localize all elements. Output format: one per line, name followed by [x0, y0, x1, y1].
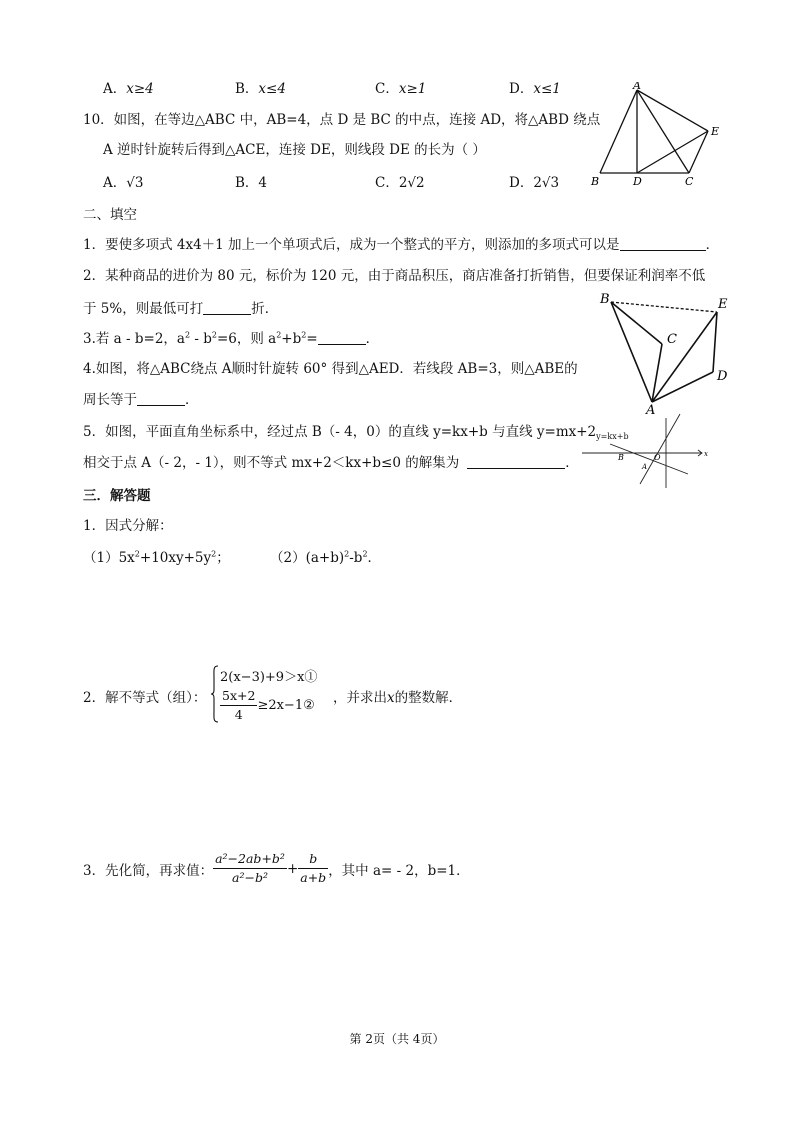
q10-option-d: D．2√3: [509, 175, 560, 191]
fig2-label-d: D: [717, 369, 728, 384]
s2-q5-line1: 5．如图，平面直角坐标系中，经过点 B（- 4，0）的直线 y=kx+b 与直线 $y=mx+2_{y=kx+b}$: [83, 424, 629, 441]
s2-q4-line1: 4.如图，将△ABC绕点 A顺时针旋转 60° 得到△AED．若线段 AB=3，则△ABE的: [83, 361, 578, 377]
s3-q2-label: 2．解不等式（组）：: [83, 690, 207, 706]
fig3-label-a: A: [642, 463, 648, 471]
s2-q5-line2: 相交于点 A（- 2，- 1），则不等式 mx+2＜kx+b≤0 的解集为 ．: [83, 455, 579, 471]
s3-q2-tail: ，并求出x的整数解．: [333, 690, 463, 706]
inequality-row1: 2(x−3)+9＞x①: [220, 670, 318, 685]
s3-q3: 3．先化简，再求值： $\frac{\text{a²−2ab+b²}}{\text{a²−b²}}$ + $\frac{b}{a+b}$ ，其中 a= - 2，b=1．: [83, 851, 470, 885]
s2-q3: 3.若 a - b=2，$a^2 - b^2=6$，则 $a^2+b^2=$ ．: [83, 330, 380, 347]
s3-q1: 1．因式分解：: [83, 518, 173, 534]
q3-fraction-1: $\frac{\text{a²−2ab+b²}}{\text{a²−b²}}$: [215, 851, 285, 885]
q10-line1: 10．如图，在等边△ABC 中，AB=4，点 D 是 BC 的中点，连接 AD，将△ABD 绕点: [83, 112, 601, 128]
fig3-label-x: x: [704, 450, 708, 458]
fig1-label-b: B: [591, 175, 600, 188]
section3-title: 三．解答题: [83, 488, 151, 504]
q4-rotation-figure: [594, 290, 734, 414]
fig1-label-a: A: [633, 82, 641, 92]
s3-q1-part2: $(2)(a+b)^2-b^2$．: [270, 549, 382, 566]
fig2-label-a: A: [646, 403, 656, 414]
q9-option-b: B．x≤4: [235, 81, 286, 97]
q9-option-a: A．x≥4: [103, 81, 154, 97]
fig3-label-b: B: [618, 453, 624, 462]
s2-q2-line1: 2．某种商品的进价为 80 元，标价为 120 元，由于商品积压，商店准备打折销售，但要保证利润率不低: [83, 268, 706, 284]
left-brace: [210, 664, 220, 724]
inequality-row2: $\frac{5x+2}{4}$ ≥2x−1②: [222, 688, 315, 722]
fig3-label-o: O: [654, 453, 661, 462]
s2-q2-line2: 于 5%，则最低可打 折．: [83, 301, 279, 317]
q9-option-d: D．x≤1: [509, 81, 561, 97]
fig2-label-b: B: [600, 292, 610, 307]
q10-line2: A 逆时针旋转后得到△ACE，连接 DE，则线段 DE 的长为（ ）: [103, 142, 486, 158]
page-footer: 第 2页（共 4页）: [349, 1032, 445, 1046]
fig1-label-e: E: [711, 125, 720, 138]
section2-title: 二、填空: [83, 207, 137, 223]
q5-coordinate-figure: [580, 410, 710, 490]
fig1-label-d: D: [633, 175, 642, 188]
inequality-system: [210, 664, 330, 724]
s3-q1-part1: $(1)5x^2+10xy+5y^2$；: [83, 549, 230, 566]
q10-option-b: B．4: [235, 175, 268, 191]
q9-option-c: C．x≥1: [375, 81, 427, 97]
q10-triangle-figure: [586, 82, 726, 190]
q3-fraction-2: $\frac{b}{a+b}$: [300, 851, 327, 885]
fig1-label-c: C: [685, 175, 694, 188]
s2-q1: 1．要使多项式 4x4＋1 加上一个单项式后，成为一个整式的平方，则添加的多项式可以是 ．: [83, 237, 720, 253]
fig2-label-e: E: [718, 297, 728, 312]
s2-q4-line2: 周长等于 ．: [83, 392, 199, 408]
fig2-label-c: C: [667, 332, 677, 347]
inequality-fraction: $\frac{5x+2}{4}$: [222, 688, 256, 722]
q10-option-c: C．2√2: [375, 175, 425, 191]
q10-option-a: A．√3: [103, 175, 144, 191]
